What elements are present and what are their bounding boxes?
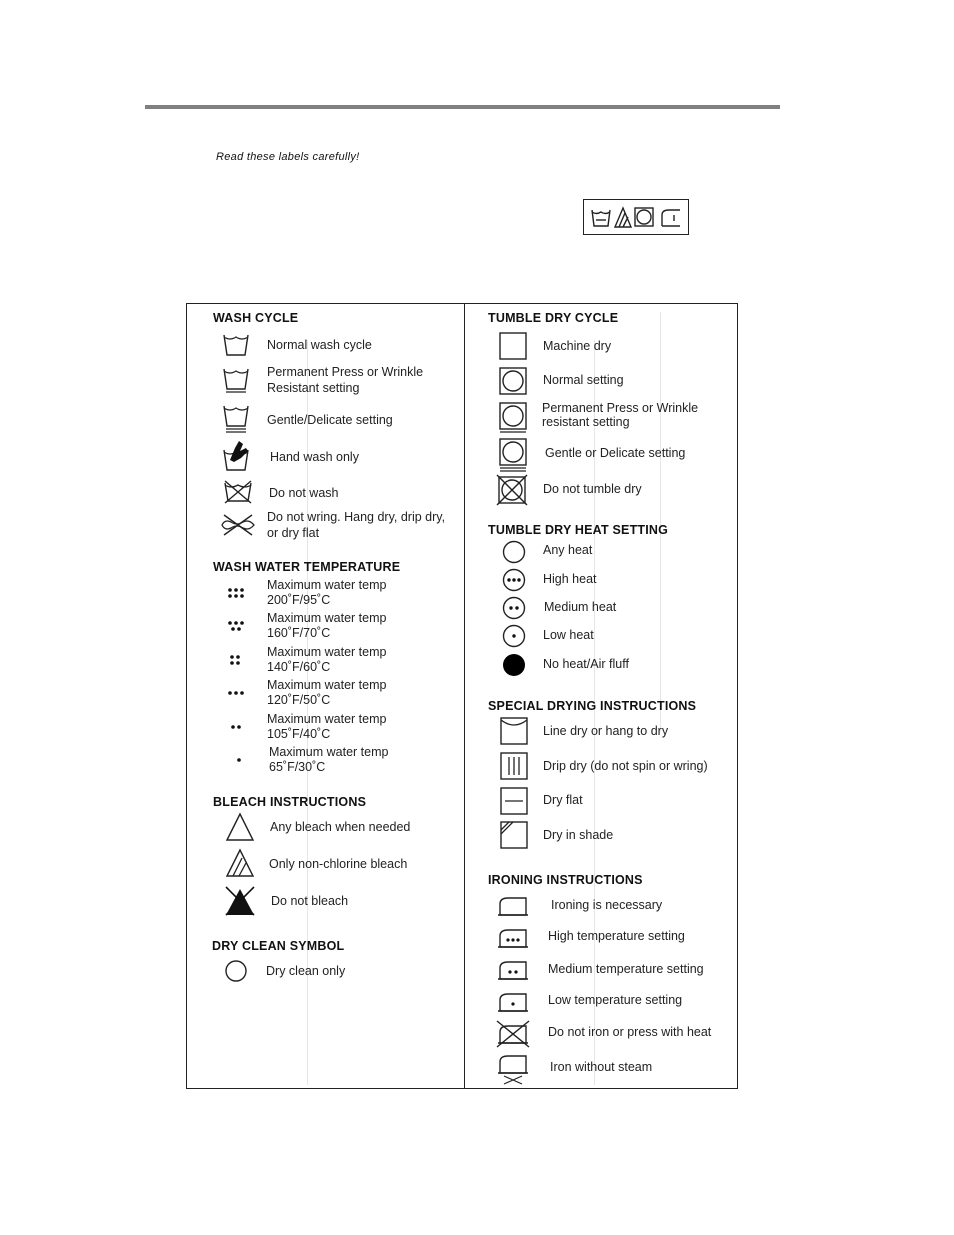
wash-tub-icon [221,331,251,359]
ironing-item-do-not-iron: Do not iron or press with heat [548,1025,712,1039]
water-temp-item [267,678,386,708]
water-temp-value: 120˚F/50˚C [267,693,331,707]
water-temp-label: Maximum water temp [267,578,387,592]
sample-care-label [583,199,689,235]
water-temp-value: 65˚F/30˚C [269,760,326,774]
water-temp-item [267,611,386,641]
header-rule [145,105,780,109]
do-not-tumble-dry-icon [494,474,530,506]
hand-wash-icon [221,438,255,474]
wash-cycle-item-hand-wash: Hand wash only [270,450,359,464]
water-temp-value: 140˚F/60˚C [267,660,331,674]
do-not-wash-icon [221,479,255,505]
non-chlorine-bleach-icon [224,847,256,879]
section-title-wash-cycle: WASH CYCLE [213,311,299,325]
wash-cycle-item-gentle: Gentle/Delicate setting [267,413,393,427]
heat-item-no-heat: No heat/Air fluff [543,657,629,671]
heat-item-any: Any heat [543,543,593,557]
wash-cycle-item-permanent-press: Permanent Press or Wrinkle Resistant setting [267,365,424,395]
water-temp-value: 200˚F/95˚C [267,593,331,607]
iron-without-steam-icon [496,1053,530,1085]
ironing-item-low: Low temperature setting [548,993,683,1007]
bleach-item-any: Any bleach when needed [270,820,411,834]
water-temp-label: Maximum water temp [267,678,387,692]
water-temp-label: Maximum water temp [267,712,387,726]
section-title-tumble-dry-heat: TUMBLE DRY HEAT SETTING [488,523,669,537]
do-not-bleach-icon [222,884,258,918]
intro-note: Read these labels carefully! [216,151,360,163]
four-dots-icon [228,654,244,666]
one-dot-icon [235,756,243,764]
drip-dry-icon [499,751,529,781]
tumble-dry-item-machine-dry: Machine dry [543,339,612,353]
no-heat-filled-circle-icon [501,652,527,678]
wash-cycle-item-normal: Normal wash cycle [267,338,372,352]
ironing-item-medium: Medium temperature setting [548,962,704,976]
bleach-item-do-not-bleach: Do not bleach [271,894,349,908]
special-drying-item-line-dry: Line dry or hang to dry [543,724,669,738]
ironing-item-necessary: Ironing is necessary [551,898,663,912]
water-temp-value: 105˚F/40˚C [267,727,331,741]
tumble-dry-item-gentle: Gentle or Delicate setting [545,446,686,460]
wash-cycle-item-do-not-wash: Do not wash [269,486,339,500]
heat-item-low: Low heat [543,628,594,642]
high-heat-icon [501,567,527,593]
water-temp-item [267,712,386,742]
six-dots-icon [226,587,246,599]
dry-flat-icon [499,786,529,816]
heat-item-high: High heat [543,572,597,586]
section-title-tumble-dry-cycle: TUMBLE DRY CYCLE [488,311,619,325]
tumble-dry-item-normal: Normal setting [543,373,624,387]
water-temp-label: Maximum water temp [267,645,387,659]
line-dry-icon [499,716,529,746]
two-dots-icon [229,723,243,731]
water-temp-label: Maximum water temp [269,745,389,759]
tumble-dry-permanent-press-icon [498,401,528,435]
iron-icon [662,210,680,226]
do-not-iron-icon [494,1019,532,1049]
section-title-dry-clean: DRY CLEAN SYMBOL [212,939,345,953]
heat-item-medium: Medium heat [544,600,617,614]
section-title-special-drying: SPECIAL DRYING INSTRUCTIONS [488,699,697,713]
dry-clean-circle-icon [224,959,250,985]
medium-heat-icon [501,595,527,621]
ironing-item-high: High temperature setting [548,929,685,943]
bleach-item-non-chlorine: Only non-chlorine bleach [269,857,408,871]
section-title-wash-water-temperature: WASH WATER TEMPERATURE [213,560,401,574]
water-temp-item [267,578,386,608]
wash-tub-gentle-icon [221,402,251,434]
section-title-ironing: IRONING INSTRUCTIONS [488,873,643,887]
tumble-dry-gentle-icon [498,437,528,473]
water-temp-value: 160˚F/70˚C [267,626,331,640]
five-dots-icon [226,620,246,632]
water-temp-label: Maximum water temp [267,611,387,625]
iron-icon [496,893,530,919]
three-dots-icon [226,689,246,697]
water-temp-item [269,745,388,775]
machine-dry-square-icon [498,331,528,361]
tumble-dry-normal-icon [498,366,528,396]
do-not-wring-icon [219,512,257,538]
section-title-bleach-instructions: BLEACH INSTRUCTIONS [213,795,367,809]
scan-artifact-line [660,312,661,732]
dry-clean-item: Dry clean only [266,964,346,978]
ironing-item-no-steam: Iron without steam [550,1060,653,1074]
dry-in-shade-icon [499,820,529,850]
special-drying-item-drip-dry: Drip dry (do not spin or wring) [543,759,708,773]
column-divider [464,303,465,1089]
water-temp-item [267,645,386,675]
iron-low-temp-icon [496,989,530,1015]
special-drying-item-dry-in-shade: Dry in shade [543,828,614,842]
wash-tub-permanent-press-icon [221,365,251,393]
tumble-dry-icon [635,208,653,226]
bleach-triangle-icon [224,811,256,843]
special-drying-item-dry-flat: Dry flat [543,793,583,807]
non-chlorine-bleach-icon [615,208,631,227]
any-heat-circle-icon [501,539,527,565]
low-heat-icon [501,623,527,649]
iron-high-temp-icon [496,925,530,951]
tumble-dry-item-do-not-tumble: Do not tumble dry [543,482,642,496]
tumble-dry-item-permanent-press: Permanent Press or Wrinkle resistant setting [542,401,699,429]
iron-medium-temp-icon [496,957,530,983]
wash-tub-icon [592,210,610,226]
wash-cycle-item-do-not-wring: Do not wring. Hang dry, drip dry, or dry flat [267,510,446,540]
